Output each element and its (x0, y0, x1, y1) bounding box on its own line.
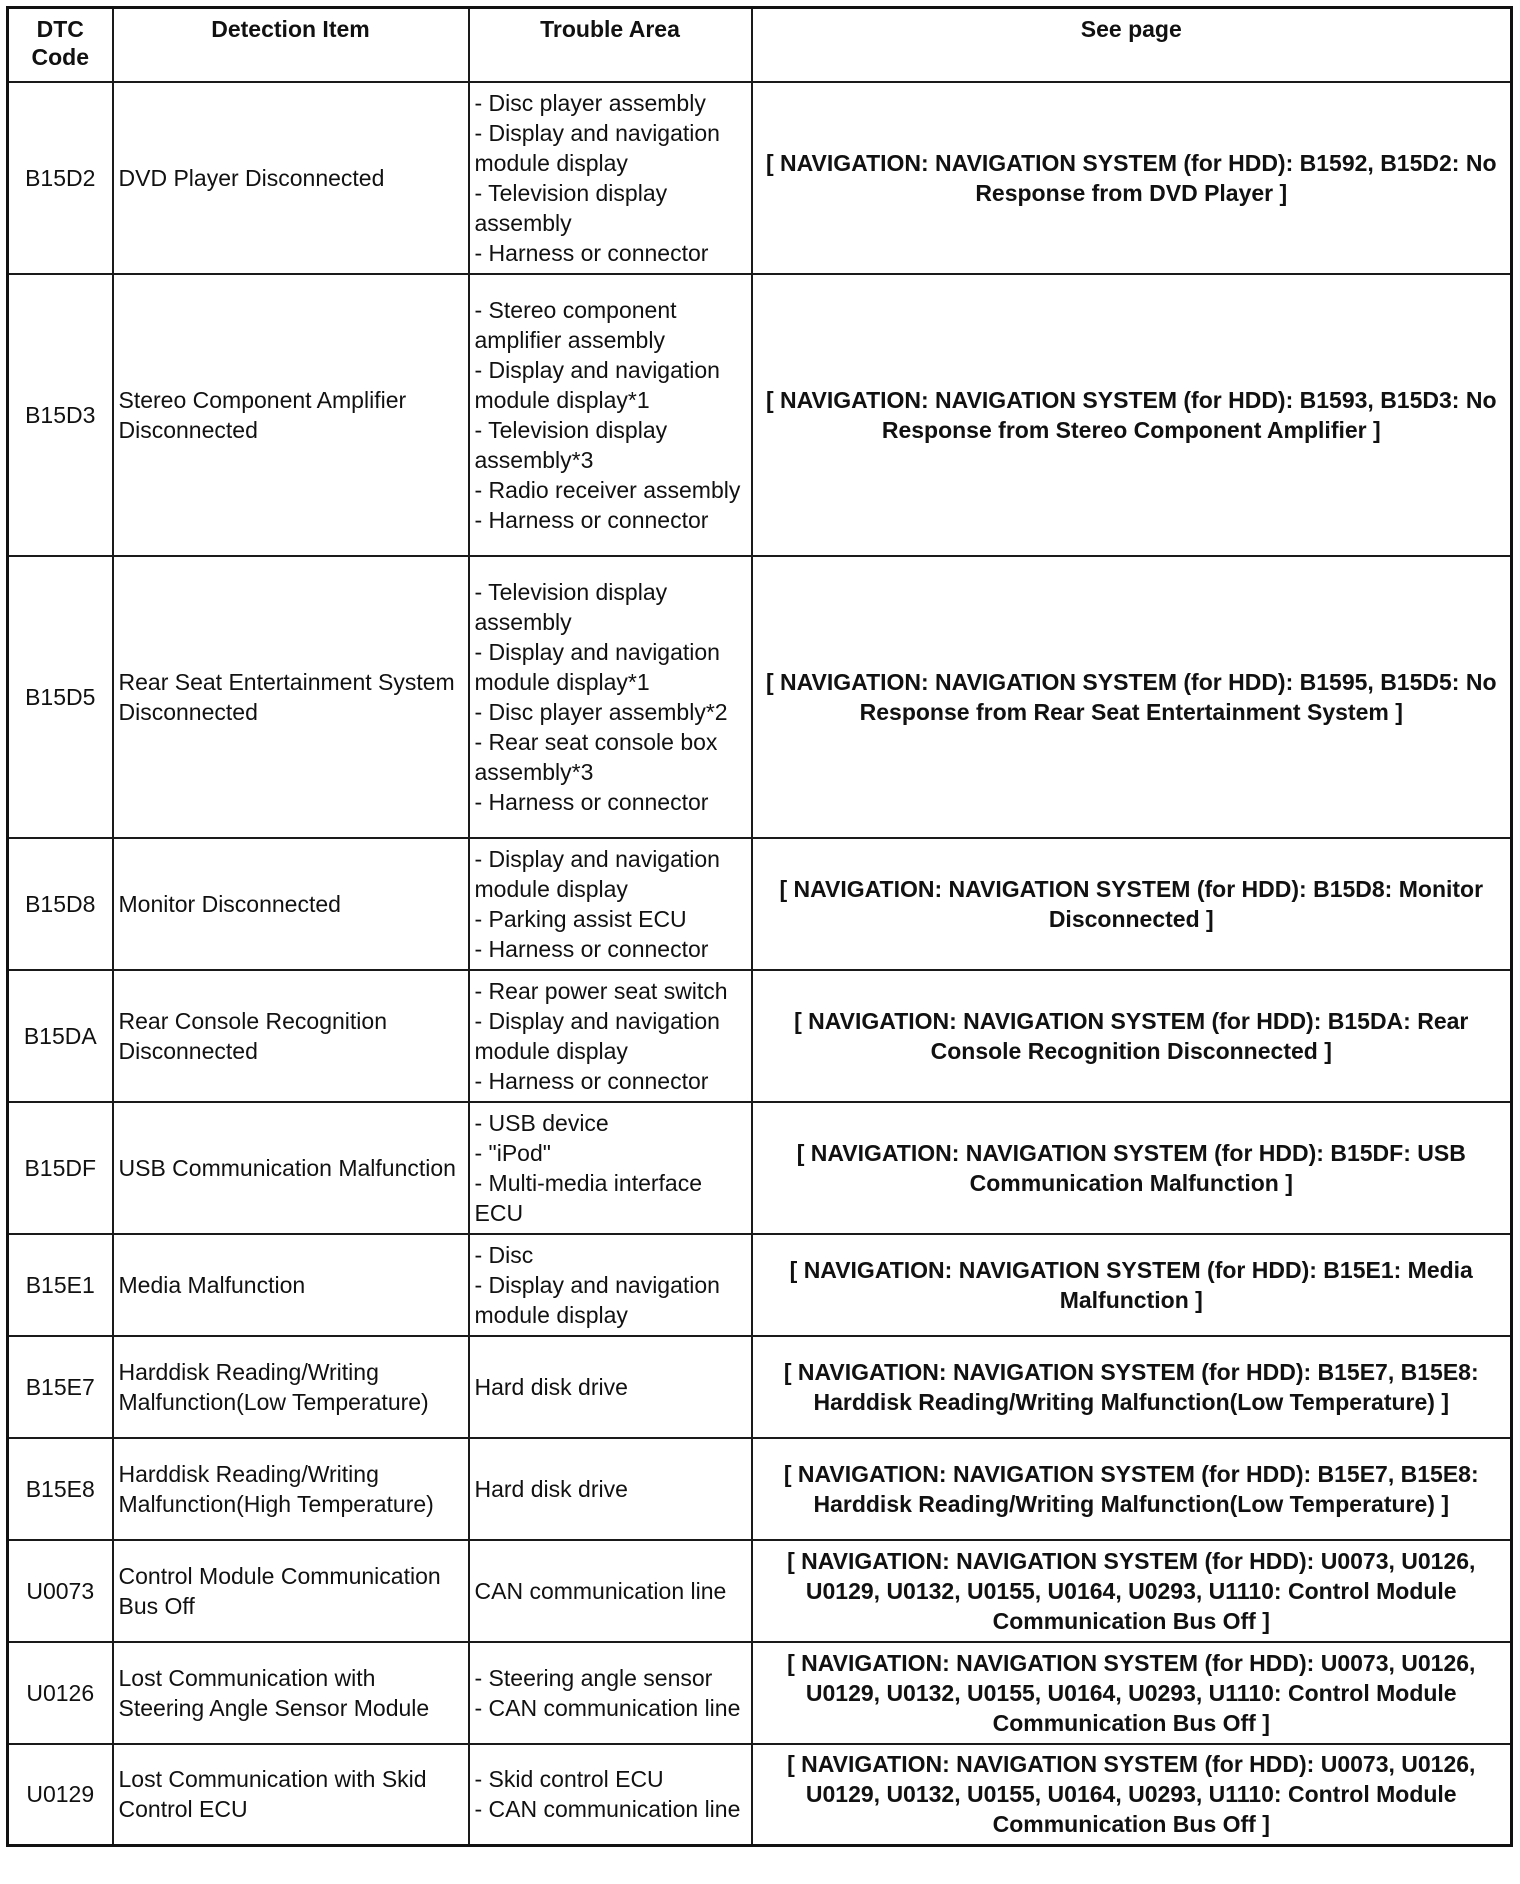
dtc-code-cell: B15D8 (8, 838, 113, 970)
dtc-code-cell: B15E8 (8, 1438, 113, 1540)
trouble-area-item: - Multi-media interface ECU (474, 1169, 703, 1226)
see-page-link[interactable]: [ NAVIGATION: NAVIGATION SYSTEM (for HDD): B15D8: Monitor Disconnected ] (752, 838, 1512, 970)
table-row (8, 1438, 1512, 1540)
trouble-area-cell (469, 1336, 752, 1438)
see-page-link[interactable]: [ NAVIGATION: NAVIGATION SYSTEM (for HDD): B1593, B15D3: No Response from Stereo Component Amplifier ] (752, 274, 1512, 556)
see-page-link[interactable]: [ NAVIGATION: NAVIGATION SYSTEM (for HDD): U0073, U0126, U0129, U0132, U0155, U0164, U0293, U1110: Control Module Communication Bus Off ] (752, 1744, 1512, 1846)
detection-item-cell: Rear Console Recognition Disconnected (113, 970, 469, 1102)
table-row (8, 970, 1512, 1102)
see-page-link[interactable]: [ NAVIGATION: NAVIGATION SYSTEM (for HDD): U0073, U0126, U0129, U0132, U0155, U0164, U0293, U1110: Control Module Communication Bus Off ] (752, 1642, 1512, 1744)
trouble-area-item: - Television display assembly (474, 578, 668, 635)
trouble-area-item: - Steering angle sensor (474, 1664, 713, 1691)
trouble-area-item: - Disc (474, 1241, 534, 1268)
detection-item-cell: Monitor Disconnected (113, 838, 469, 970)
trouble-area-item: - USB device (474, 1109, 609, 1136)
dtc-table (6, 6, 1513, 1847)
dtc-code-cell: U0129 (8, 1744, 113, 1846)
see-page-link[interactable]: [ NAVIGATION: NAVIGATION SYSTEM (for HDD): B15DF: USB Communication Malfunction ] (752, 1102, 1512, 1234)
trouble-area-cell (469, 838, 752, 970)
trouble-area-item: - Display and navigation module display (474, 1271, 720, 1328)
trouble-area-cell (469, 1540, 752, 1642)
trouble-area-item: - Rear power seat switch (474, 977, 728, 1004)
header-trouble-area: Trouble Area (469, 8, 752, 82)
trouble-area-item: - "iPod" (474, 1139, 551, 1166)
trouble-area-item: - Harness or connector (474, 935, 709, 962)
trouble-area-item: - CAN communication line (474, 1694, 741, 1721)
dtc-code-cell: B15D2 (8, 82, 113, 274)
trouble-area-cell (469, 970, 752, 1102)
trouble-area-cell (469, 1234, 752, 1336)
table-row (8, 1234, 1512, 1336)
see-page-link[interactable]: [ NAVIGATION: NAVIGATION SYSTEM (for HDD): B15E1: Media Malfunction ] (752, 1234, 1512, 1336)
trouble-area-item: - Radio receiver assembly (474, 476, 741, 503)
detection-item-cell: Harddisk Reading/Writing Malfunction(Low Temperature) (113, 1336, 469, 1438)
table-row (8, 82, 1512, 274)
table-row (8, 1642, 1512, 1744)
dtc-code-cell: B15D3 (8, 274, 113, 556)
trouble-area-cell (469, 1102, 752, 1234)
detection-item-cell: Media Malfunction (113, 1234, 469, 1336)
trouble-area-cell (469, 1744, 752, 1846)
dtc-code-cell: B15E1 (8, 1234, 113, 1336)
detection-item-cell: Lost Communication with Steering Angle Sensor Module (113, 1642, 469, 1744)
trouble-area-cell (469, 1438, 752, 1540)
detection-item-cell: Control Module Communication Bus Off (113, 1540, 469, 1642)
table-row (8, 1102, 1512, 1234)
dtc-code-cell: B15DF (8, 1102, 113, 1234)
trouble-area-cell (469, 274, 752, 556)
see-page-link[interactable]: [ NAVIGATION: NAVIGATION SYSTEM (for HDD): B15E7, B15E8: Harddisk Reading/Writing Malfunction(Low Temperature) ] (752, 1438, 1512, 1540)
trouble-area-item: - Display and navigation module display (474, 119, 720, 176)
see-page-link[interactable]: [ NAVIGATION: NAVIGATION SYSTEM (for HDD): U0073, U0126, U0129, U0132, U0155, U0164, U0293, U1110: Control Module Communication Bus Off ] (752, 1540, 1512, 1642)
trouble-area-item: - Television display assembly*3 (474, 416, 668, 473)
see-page-link[interactable]: [ NAVIGATION: NAVIGATION SYSTEM (for HDD): B15E7, B15E8: Harddisk Reading/Writing Malfunction(Low Temperature) ] (752, 1336, 1512, 1438)
dtc-code-cell: B15D5 (8, 556, 113, 838)
trouble-area-cell (469, 556, 752, 838)
trouble-area-item: - Harness or connector (474, 788, 709, 815)
trouble-area-item: - Rear seat console box assembly*3 (474, 728, 718, 785)
trouble-area-item: Hard disk drive (474, 1373, 628, 1400)
table-row (8, 556, 1512, 838)
trouble-area-item: - Display and navigation module display (474, 845, 720, 902)
detection-item-cell: Stereo Component Amplifier Disconnected (113, 274, 469, 556)
header-row (8, 8, 1512, 82)
dtc-code-cell: U0073 (8, 1540, 113, 1642)
trouble-area-item: - Disc player assembly (474, 89, 706, 116)
see-page-link[interactable]: [ NAVIGATION: NAVIGATION SYSTEM (for HDD): B1595, B15D5: No Response from Rear Seat Entertainment System ] (752, 556, 1512, 838)
trouble-area-item: - Television display assembly (474, 179, 668, 236)
trouble-area-item: - CAN communication line (474, 1796, 741, 1823)
see-page-link[interactable]: [ NAVIGATION: NAVIGATION SYSTEM (for HDD): B1592, B15D2: No Response from DVD Player ] (752, 82, 1512, 274)
trouble-area-item: - Disc player assembly*2 (474, 698, 728, 725)
trouble-area-item: - Stereo component amplifier assembly (474, 296, 677, 353)
trouble-area-item: - Skid control ECU (474, 1766, 664, 1793)
detection-item-cell: Lost Communication with Skid Control ECU (113, 1744, 469, 1846)
trouble-area-cell (469, 1642, 752, 1744)
table-row (8, 274, 1512, 556)
trouble-area-cell (469, 82, 752, 274)
trouble-area-item: CAN communication line (474, 1577, 727, 1604)
table-row (8, 1540, 1512, 1642)
table-row (8, 1744, 1512, 1846)
dtc-code-cell: B15E7 (8, 1336, 113, 1438)
detection-item-cell: Harddisk Reading/Writing Malfunction(High Temperature) (113, 1438, 469, 1540)
dtc-code-cell: B15DA (8, 970, 113, 1102)
trouble-area-item: - Display and navigation module display (474, 1007, 720, 1064)
table-body (8, 82, 1512, 1846)
header-detection-item: Detection Item (113, 8, 469, 82)
table-row (8, 1336, 1512, 1438)
detection-item-cell: DVD Player Disconnected (113, 82, 469, 274)
dtc-code-cell: U0126 (8, 1642, 113, 1744)
header-dtc-code: DTC Code (8, 8, 113, 82)
see-page-link[interactable]: [ NAVIGATION: NAVIGATION SYSTEM (for HDD): B15DA: Rear Console Recognition Disconnected ] (752, 970, 1512, 1102)
trouble-area-item: - Display and navigation module display*1 (474, 638, 720, 695)
trouble-area-item: - Display and navigation module display*1 (474, 356, 720, 413)
trouble-area-item: - Harness or connector (474, 239, 709, 266)
trouble-area-item: - Harness or connector (474, 506, 709, 533)
detection-item-cell: USB Communication Malfunction (113, 1102, 469, 1234)
trouble-area-item: Hard disk drive (474, 1475, 628, 1502)
trouble-area-item: - Harness or connector (474, 1067, 709, 1094)
header-see-page: See page (752, 8, 1512, 82)
dtc-table-container (6, 6, 1513, 1847)
trouble-area-item: - Parking assist ECU (474, 905, 687, 932)
detection-item-cell: Rear Seat Entertainment System Disconnected (113, 556, 469, 838)
table-row (8, 838, 1512, 970)
